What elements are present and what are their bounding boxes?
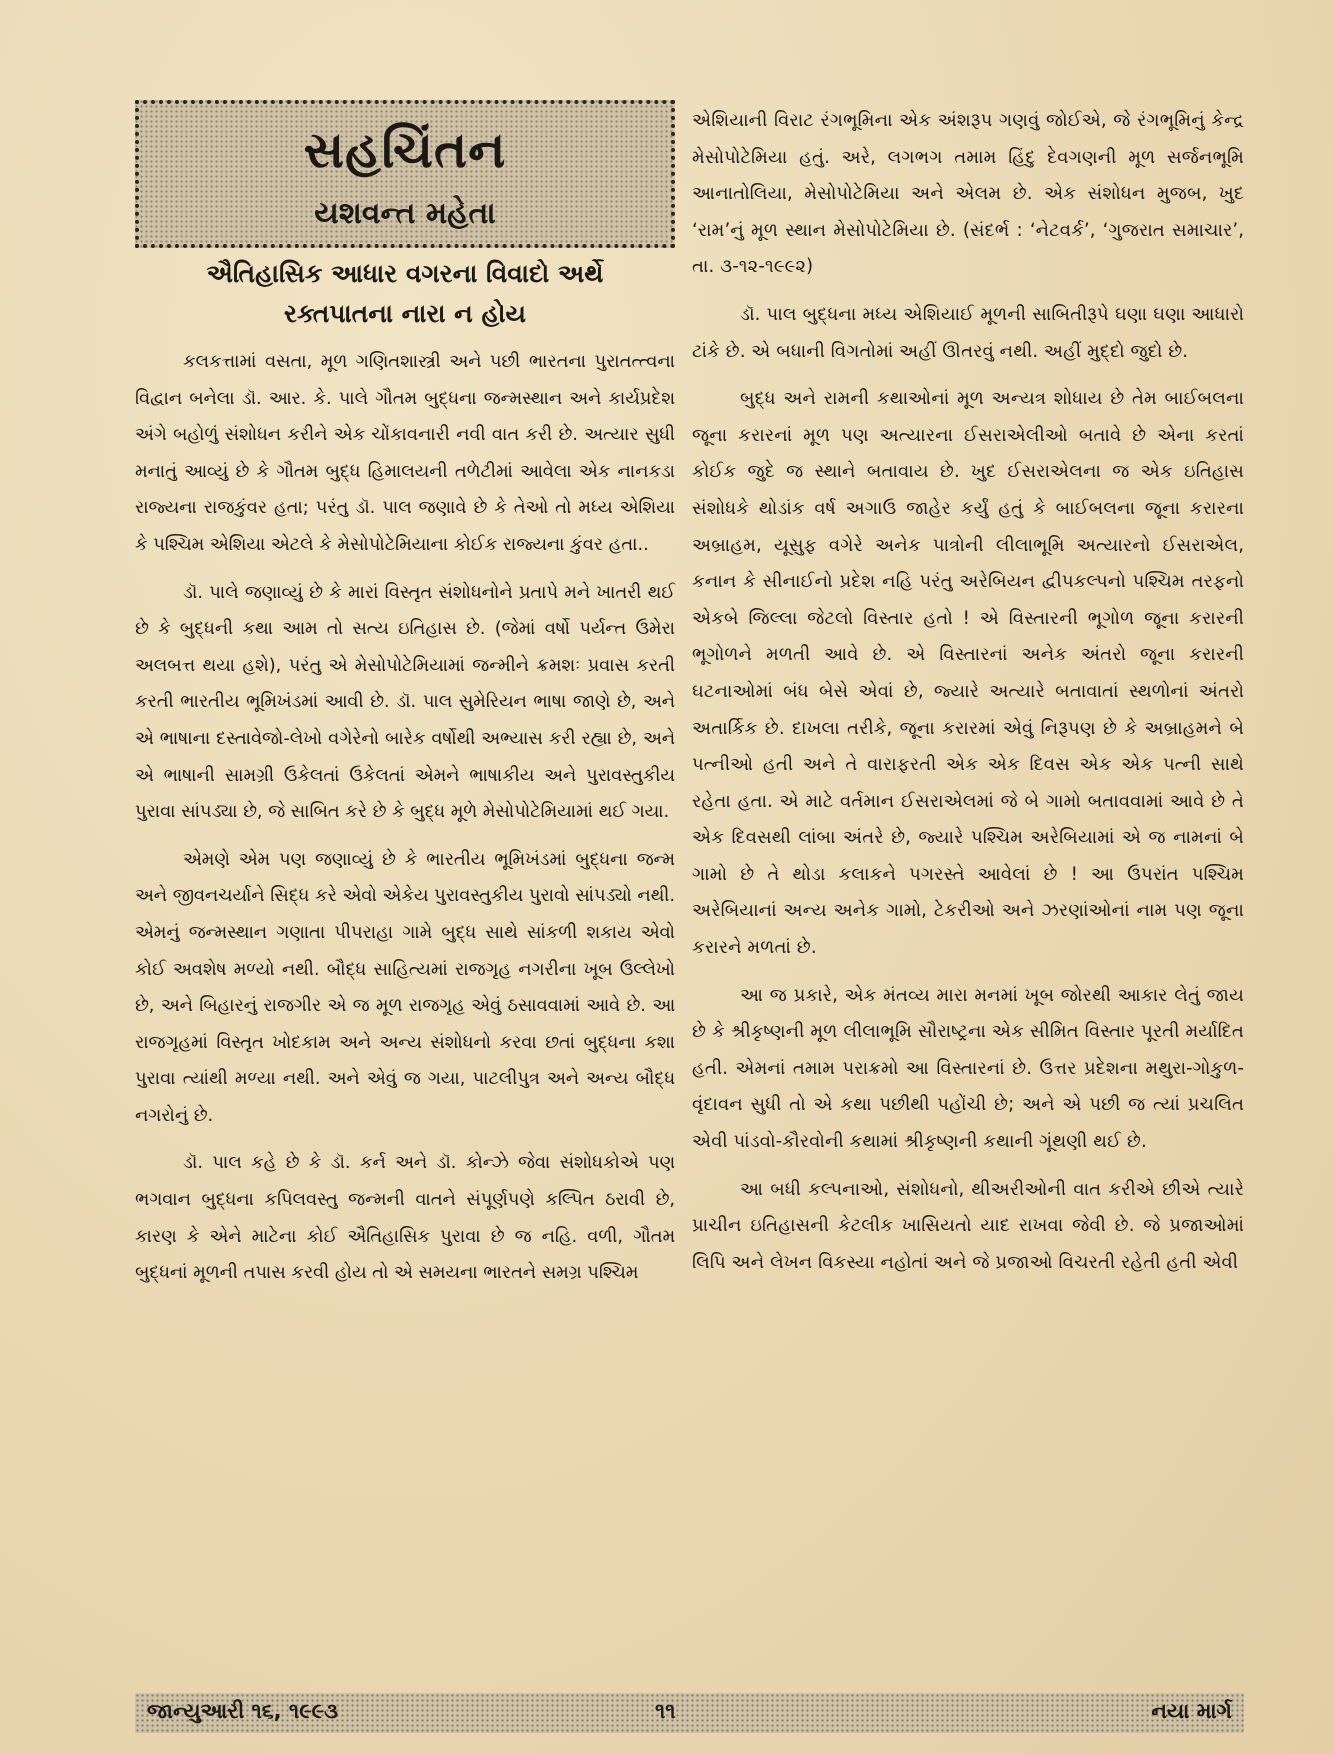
paragraph: આ બધી કલ્પનાઓ, સંશોધનો, થીઅરીઓની વાત કરીએ છીએ ત્યારે પ્રાચીન ઇતિહાસની કેટલીક ખાસિયતો યાદ રાખવા જેવી છે. જે પ્રજાઓમાં લિપિ અને લેખન વિકસ્યા નહોતાં અને જે પ્રજાઓ વિચરતી રહેતી હતી એવી [692, 1178, 1244, 1273]
column-author: યશવન્ત મહેતા [314, 196, 496, 231]
headline-line-1: ઐતિહાસિક આધાર વગરના વિવાદો અર્થે [206, 259, 604, 288]
headline-line-2: રક્તપાતના નારા ન હોય [284, 299, 526, 328]
paragraph: એમણે એમ પણ જણાવ્યું છે કે ભારતીય ભૂમિખંડમાં બુદ્ધના જન્મ અને જીવનચર્યાને સિદ્ધ કરે એવો એકેય પુરાવસ્તુકીય પુરાવો સાંપડ્યો નથી. એમનું જન્મસ્થાન ગણાતા પીપરાહા ગામે બુદ્ધ સાથે સાંકળી શકાય એવો કોઈ અવશેષ મળ્યો નથી. બૌદ્ધ સાહિત્યમાં રાજગૃહ નગરીના ખૂબ ઉલ્લેખો છે, અને બિહારનું રાજગીર એ જ મૂળ રાજગૃહ એવું ઠસાવવામાં આવે છે. આ રાજગૃહમાં વિસ્તૃત ખોદકામ અને અન્ય સંશોધનો કરવા છતાં બુદ્ધના કશા પુરાવા ત્યાંથી મળ્યા નથી. અને એવું જ ગયા, પાટલીપુત્ર અને અન્ય બૌદ્ધ નગરોનું છે. [135, 848, 675, 1126]
column-header-box [135, 100, 675, 248]
issue-date: જાન્યુઆરી ૧૬, ૧૯૯૩ [147, 1699, 339, 1723]
paragraph: ડૉ. પાલ કહે છે કે ડૉ. કર્ન અને ડૉ. કોન્ઝે જેવા સંશોધકોએ પણ ભગવાન બુદ્ધના કપિલવસ્તુ જન્મની વાતને સંપૂર્ણપણે કલ્પિત ઠરાવી છે, કારણ કે એને માટેના કોઈ ઐતિહાસિક પુરાવા છે જ નહિ. વળી, ગૌતમ બુદ્ધનાં મૂળની તપાસ કરવી હોય તો એ સમયના ભારતને સમગ્ર પશ્ચિમ [135, 1152, 675, 1284]
article-headline [135, 254, 675, 334]
paragraph: એશિયાની વિરાટ રંગભૂમિના એક અંશરૂપ ગણવું જોઈએ, જે રંગભૂમિનું કેન્દ્ર મેસોપોટેમિયા હતું. અરે, લગભગ તમામ હિંદુ દેવગણની મૂળ સર્જનભૂમિ આનાતોલિયા, મેસોપોટેમિયા અને એલમ છે. એક સંશોધન મુજબ, ખુદ ‘રામ’નું મૂળ સ્થાન મેસોપોટેમિયા છે. (સંદર્ભ : ‘નેટવર્ક’, ‘ગુજરાત સમાચાર’, તા. ૩-૧૨-૧૯૯૨) [692, 110, 1244, 278]
paragraph: કલકત્તામાં વસતા, મૂળ ગણિતશાસ્ત્રી અને પછી ભારતના પુરાતત્ત્વના વિદ્વાન બનેલા ડૉ. આર. કે. પાલે ગૌતમ બુદ્ધના જન્મસ્થાન અને કાર્યપ્રદેશ અંગે બહોળું સંશોધન કરીને એક ચોંકાવનારી નવી વાત કરી છે. અત્યાર સુધી મનાતું આવ્યું છે કે ગૌતમ બુદ્ધ હિમાલયની તળેટીમાં આવેલા એક નાનકડા રાજ્યના રાજકુંવર હતા; પરંતુ ડૉ. પાલ જણાવે છે કે તેઓ તો મધ્ય એશિયા કે પશ્ચિમ એશિયા એટલે કે મેસોપોટેમિયાના કોઈક રાજ્યના કુંવર હતા.. [135, 351, 675, 555]
column-title: સહચિંતન [303, 121, 507, 179]
magazine-name: નયા માર્ગ [1151, 1699, 1232, 1723]
paragraph: ડૉ. પાલે જણાવ્યું છે કે મારાં વિસ્તૃત સંશોધનોને પ્રતાપે મને ખાતરી થઈ છે કે બુદ્ધની કથા આમ તો સત્ય ઇતિહાસ છે. (જેમાં વર્ષો પર્યન્ત ઉમેરા અલબત્ત થયા હશે), પરંતુ એ મેસોપોટેમિયામાં જન્મીને ક્રમશઃ પ્રવાસ કરતી કરતી ભારતીય ભૂમિખંડમાં આવી છે. ડૉ. પાલ સુમેરિયન ભાષા જાણે છે, અને એ ભાષાના દસ્તાવેજો-લેખો વગેરેનો બારેક વર્ષોથી અભ્યાસ કરી રહ્યા છે, અને એ ભાષાની સામગ્રી ઉકેલતાં ઉકેલતાં એમને ભાષાકીય અને પુરાવસ્તુકીય પુરાવા સાંપડ્યા છે, જે સાબિત કરે છે કે બુદ્ધ મૂળે મેસોપોટેમિયામાં થઈ ગયા. [135, 581, 675, 823]
paragraph: આ જ પ્રકારે, એક મંતવ્ય મારા મનમાં ખૂબ જોરથી આકાર લેતું જાય છે કે શ્રીકૃષ્ણની મૂળ લીલાભૂમિ સૌરાષ્ટ્રના એક સીમિત વિસ્તાર પૂરતી મર્યાદિત હતી. એમનાં તમામ પરાક્રમો આ વિસ્તારનાં છે. ઉત્તર પ્રદેશના મથુરા-ગોકુળ-વૃંદાવન સુધી તો એ કથા પછીથી પહોંચી છે; અને એ પછી જ ત્યાં પ્રચલિત એવી પાંડવો-કૌરવોની કથામાં શ્રીકૃષ્ણની કથાની ગૂંથણી થઈ છે. [692, 984, 1244, 1153]
page-number: ૧૧ [655, 1699, 676, 1723]
paragraph: ડૉ. પાલ બુદ્ધના મધ્ય એશિયાઈ મૂળની સાબિતીરૂપે ઘણા ઘણા આધારો ટાંકે છે. એ બધાની વિગતોમાં અહીં ઊતરવું નથી. અહીં મુદ્દો જુદો છે. [692, 303, 1244, 362]
right-column [692, 103, 1244, 1292]
paragraph: બુદ્ધ અને રામની કથાઓનાં મૂળ અન્યત્ર શોધાય છે તેમ બાઈબલના જૂના કરારનાં મૂળ પણ અત્યારના ઈસરાએલીઓ બતાવે છે એના કરતાં કોઈક જુદે જ સ્થાને બતાવાય છે. ખુદ ઈસરાએલના જ એક ઇતિહાસ સંશોધકે થોડાંક વર્ષ અગાઉ જાહેર કર્યું હતું કે બાઈબલના જૂના કરારના અબ્રાહમ, યૂસુફ વગેરે અનેક પાત્રોની લીલાભૂમિ અત્યારનો ઈસરાએલ, કનાન કે સીનાઈનો પ્રદેશ નહિ પરંતુ અરેબિયન દ્વીપકલ્પનો પશ્ચિમ તરફનો એકબે જિલ્લા જેટલો વિસ્તાર હતો ! એ વિસ્તારની ભૂગોળ જૂના કરારની ભૂગોળને મળતી આવે છે. એ વિસ્તારનાં અનેક અંતરો જૂના કરારની ઘટનાઓમાં બંધ બેસે એવાં છે, જ્યારે અત્યારે બતાવાતાં સ્થળોનાં અંતરો અતાર્કિક છે. દાખલા તરીકે, જૂના કરારમાં એવું નિરૂપણ છે કે અબ્રાહમને બે પત્નીઓ હતી અને તે વારાફરતી એક એક દિવસ એક એક પત્ની સાથે રહેતા હતા. એ માટે વર્તમાન ઈસરાએલમાં જે બે ગામો બતાવવામાં આવે છે તે એક દિવસથી લાંબા અંતરે છે, જ્યારે પશ્ચિમ અરેબિયામાં એ જ નામનાં બે ગામો છે તે થોડા કલાકને પગરસ્તે આવેલાં છે ! આ ઉપરાંત પશ્ચિમ અરેબિયાનાં અન્ય અનેક ગામો, ટેકરીઓ અને ઝરણાંઓનાં નામ પણ જૂના કરારને મળતાં છે. [692, 388, 1244, 959]
left-column [135, 100, 675, 1303]
page-footer [135, 1693, 1244, 1733]
